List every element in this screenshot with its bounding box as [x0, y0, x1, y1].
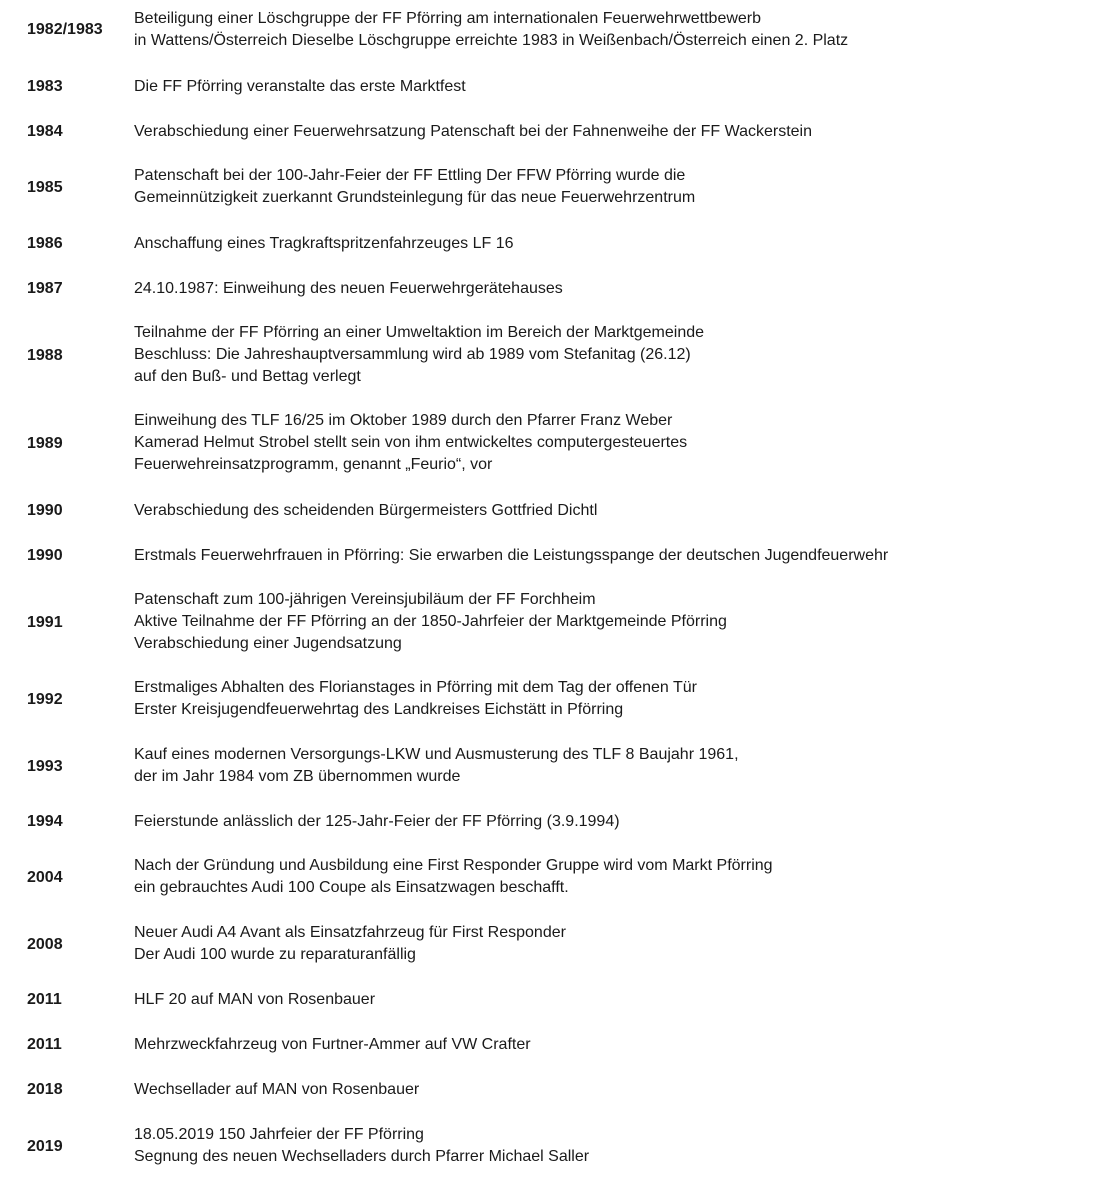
- entry-year: 1991: [27, 614, 63, 631]
- entry-line: Aktive Teilnahme der FF Pförring an der 1850-Jahrfeier der Marktgemeinde Pförring: [134, 613, 727, 630]
- timeline-entry: [0, 1034, 1100, 1056]
- entry-year: 2011: [27, 1036, 62, 1053]
- timeline-entry: [0, 410, 1100, 476]
- entry-description: [134, 76, 466, 98]
- entry-line: Nach der Gründung und Ausbildung eine First Responder Gruppe wird vom Markt Pförring: [134, 857, 773, 874]
- entry-year: 1986: [27, 235, 63, 252]
- entry-year: 2011: [27, 991, 62, 1008]
- entry-description: [134, 677, 697, 721]
- entry-description: [134, 121, 812, 143]
- entry-description: [134, 811, 620, 833]
- entry-year: 1987: [27, 280, 63, 297]
- entry-year: 1983: [27, 78, 63, 95]
- entry-description: [134, 410, 687, 476]
- entry-description: [134, 233, 513, 255]
- timeline-entry: [0, 500, 1100, 522]
- timeline-entry: [0, 233, 1100, 255]
- entry-line: ein gebrauchtes Audi 100 Coupe als Einsatzwagen beschafft.: [134, 879, 569, 896]
- entry-line: Gemeinnützigkeit zuerkannt Grundsteinlegung für das neue Feuerwehrzentrum: [134, 189, 696, 206]
- entry-description: [134, 1124, 589, 1168]
- entry-description: [134, 922, 566, 966]
- timeline-entry: [0, 76, 1100, 98]
- timeline-entry: [0, 922, 1100, 966]
- entry-line: Kamerad Helmut Strobel stellt sein von ihm entwickeltes computergesteuertes: [134, 434, 688, 451]
- timeline-entry: [0, 8, 1100, 52]
- entry-line: Feuerwehreinsatzprogramm, genannt „Feurio“, vor: [134, 456, 493, 473]
- entry-line: Verabschiedung einer Feuerwehrsatzung Patenschaft bei der Fahnenweihe der FF Wackerstein: [134, 123, 813, 140]
- timeline-entry: [0, 589, 1100, 655]
- entry-year: 1985: [27, 179, 63, 196]
- entry-line: Feierstunde anlässlich der 125-Jahr-Feier der FF Pförring (3.9.1994): [134, 813, 620, 830]
- timeline-entry: [0, 855, 1100, 899]
- entry-year: 1993: [27, 758, 63, 775]
- entry-year: 1990: [27, 547, 63, 564]
- entry-description: [134, 500, 597, 522]
- entry-line: Segnung des neuen Wechselladers durch Pfarrer Michael Saller: [134, 1148, 590, 1165]
- entry-line: 18.05.2019 150 Jahrfeier der FF Pförring: [134, 1126, 424, 1143]
- entry-description: [134, 165, 695, 209]
- entry-description: [134, 545, 888, 567]
- timeline-entry: [0, 278, 1100, 300]
- entry-description: [134, 1034, 531, 1056]
- entry-line: Patenschaft bei der 100-Jahr-Feier der FF Ettling Der FFW Pförring wurde die: [134, 167, 686, 184]
- entry-line: in Wattens/Österreich Dieselbe Löschgruppe erreichte 1983 in Weißenbach/Österreich einen 2. Platz: [134, 32, 849, 49]
- entry-description: [134, 322, 704, 388]
- entry-year: 1994: [27, 813, 63, 830]
- entry-line: Die FF Pförring veranstalte das erste Marktfest: [134, 78, 466, 95]
- entry-line: Erstmaliges Abhalten des Florianstages in Pförring mit dem Tag der offenen Tür: [134, 679, 697, 696]
- entry-line: Mehrzweckfahrzeug von Furtner-Ammer auf VW Crafter: [134, 1036, 531, 1053]
- entry-line: Erster Kreisjugendfeuerwehrtag des Landkreises Eichstätt in Pförring: [134, 701, 624, 718]
- entry-year: 1990: [27, 502, 63, 519]
- entry-line: Patenschaft zum 100-jährigen Vereinsjubiläum der FF Forchheim: [134, 591, 596, 608]
- entry-line: Erstmals Feuerwehrfrauen in Pförring: Sie erwarben die Leistungsspange der deutschen Jugendfeuerwehr: [134, 547, 889, 564]
- entry-year: 1992: [27, 691, 63, 708]
- entry-description: [134, 744, 739, 788]
- timeline-entry: [0, 989, 1100, 1011]
- timeline-entry: [0, 1079, 1100, 1101]
- timeline-entry: [0, 322, 1100, 388]
- entry-year: 2019: [27, 1138, 63, 1155]
- entry-line: der im Jahr 1984 vom ZB übernommen wurde: [134, 768, 461, 785]
- entry-line: Beteiligung einer Löschgruppe der FF Pförring am internationalen Feuerwehrwettbewerb: [134, 10, 762, 27]
- entry-line: Teilnahme der FF Pförring an einer Umweltaktion im Bereich der Marktgemeinde: [134, 324, 705, 341]
- entry-line: Verabschiedung des scheidenden Bürgermeisters Gottfried Dichtl: [134, 502, 598, 519]
- entry-line: Kauf eines modernen Versorgungs-LKW und Ausmusterung des TLF 8 Baujahr 1961,: [134, 746, 739, 763]
- entry-year: 1989: [27, 435, 63, 452]
- entry-description: [134, 1079, 419, 1101]
- entry-description: [134, 855, 773, 899]
- timeline-entry: [0, 811, 1100, 833]
- entry-description: [134, 989, 375, 1011]
- entry-line: Verabschiedung einer Jugendsatzung: [134, 635, 402, 652]
- entry-line: Anschaffung eines Tragkraftspritzenfahrzeuges LF 16: [134, 235, 514, 252]
- entry-year: 1982/1983: [27, 21, 103, 38]
- entry-line: Der Audi 100 wurde zu reparaturanfällig: [134, 946, 416, 963]
- entry-line: 24.10.1987: Einweihung des neuen Feuerwehrgerätehauses: [134, 280, 563, 297]
- timeline-entry: [0, 1124, 1100, 1168]
- entry-line: Neuer Audi A4 Avant als Einsatzfahrzeug für First Responder: [134, 924, 566, 941]
- timeline-entry: [0, 165, 1100, 209]
- entry-description: [134, 278, 563, 300]
- timeline-entry: [0, 744, 1100, 788]
- entry-line: auf den Buß- und Bettag verlegt: [134, 368, 361, 385]
- entry-year: 2008: [27, 936, 63, 953]
- entry-line: Einweihung des TLF 16/25 im Oktober 1989 durch den Pfarrer Franz Weber: [134, 412, 673, 429]
- entry-year: 2018: [27, 1081, 63, 1098]
- entry-description: [134, 589, 727, 655]
- timeline-entry: [0, 121, 1100, 143]
- entry-year: 1984: [27, 123, 63, 140]
- entry-line: Beschluss: Die Jahreshauptversammlung wird ab 1989 vom Stefanitag (26.12): [134, 346, 691, 363]
- entry-description: [134, 8, 848, 52]
- timeline-entry: [0, 677, 1100, 721]
- entry-line: HLF 20 auf MAN von Rosenbauer: [134, 991, 376, 1008]
- entry-line: Wechsellader auf MAN von Rosenbauer: [134, 1081, 420, 1098]
- entry-year: 2004: [27, 869, 63, 886]
- entry-year: 1988: [27, 347, 63, 364]
- timeline-entry: [0, 545, 1100, 567]
